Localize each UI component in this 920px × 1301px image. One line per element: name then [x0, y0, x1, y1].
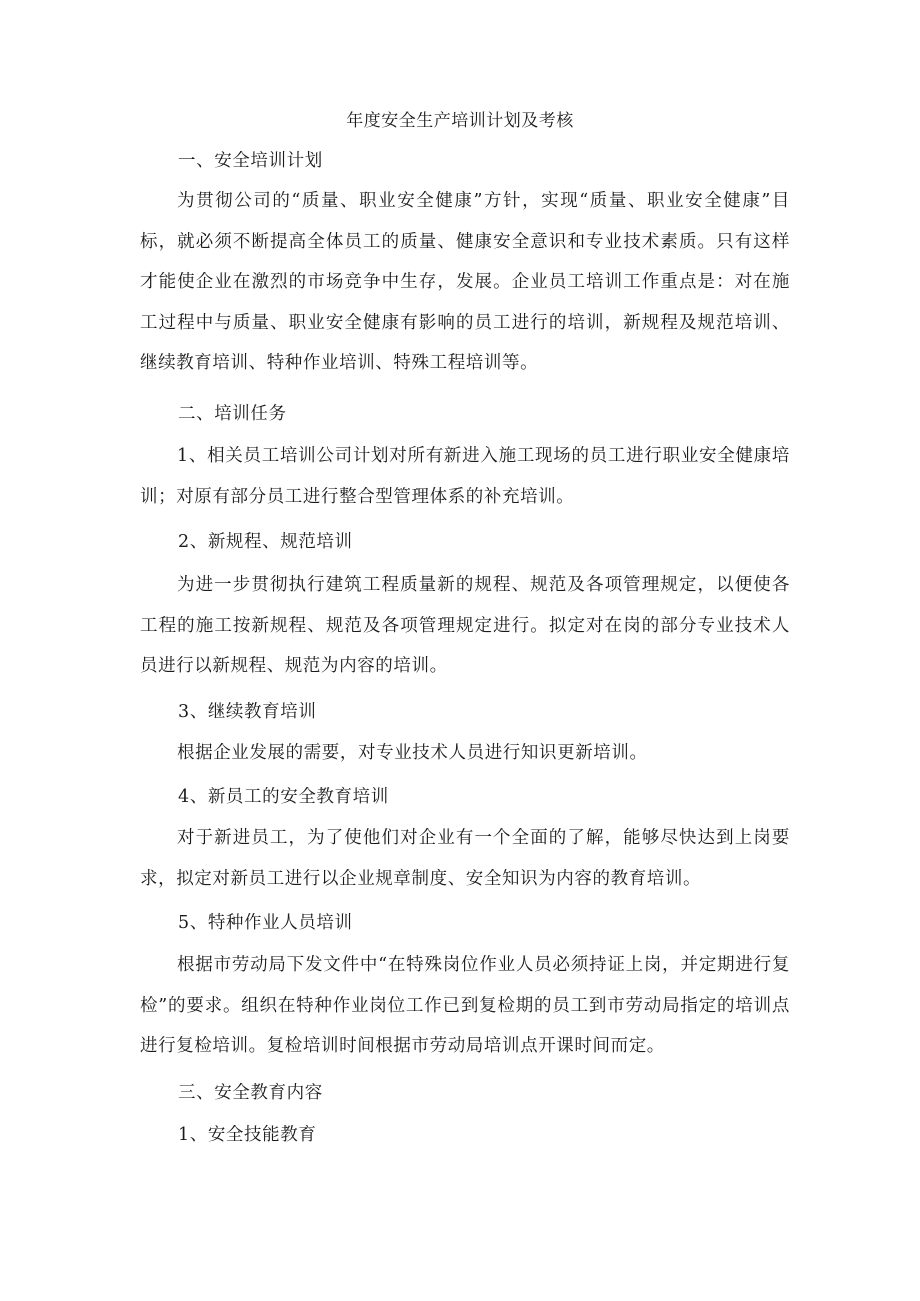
subheading-task-3: 3、继续教育培训	[178, 702, 317, 722]
subheading-safety-skills: 1、安全技能教育	[178, 1125, 317, 1145]
subheading-task-2: 2、新规程、规范培训	[178, 532, 353, 552]
paragraph-task-3: 根据企业发展的需要，对专业技术人员进行知识更新培训。	[177, 743, 648, 763]
paragraph-task-4: 对于新进员工，为了使他们对企业有一个全面的了解，能够尽快达到上岗要求，拟定对新员工进行以企业规章制度、安全知识为内容的教育培训。	[140, 828, 790, 889]
section-heading-training-tasks: 二、培训任务	[178, 404, 287, 424]
paragraph-task-2: 为进一步贯彻执行建筑工程质量新的规程、规范及各项管理规定，以便使各工程的施工按新规程、规范及各项管理规定进行。拟定对在岗的部分专业技术人员进行以新规程、规范为内容的培训。	[140, 575, 790, 676]
document-title: 年度安全生产培训计划及考核	[346, 111, 574, 131]
paragraph-training-plan: 为贯彻公司的“质量、职业安全健康”方针，实现“质量、职业安全健康”目标，就必须不断提高全体员工的质量、健康安全意识和专业技术素质。只有这样才能使企业在激烈的市场竞争中生存，发展。企业员工培训工作重点是：对在施工过程中与质量、职业安全健康有影响的员工进行的培训，新规程及规范培训、继续教育培训、特种作业培训、特殊工程培训等。	[140, 191, 790, 373]
paragraph-task-1: 1、相关员工培训公司计划对所有新进入施工现场的员工进行职业安全健康培训；对原有部分员工进行整合型管理体系的补充培训。	[140, 446, 790, 507]
paragraph-task-5: 根据市劳动局下发文件中“在特殊岗位作业人员必须持证上岗，并定期进行复检”的要求。组织在特种作业岗位工作已到复检期的员工到市劳动局指定的培训点进行复检培训。复检培训时间根据市劳动局培训点开课时间而定。	[140, 955, 790, 1056]
section-heading-safety-education: 三、安全教育内容	[178, 1083, 323, 1103]
subheading-task-5: 5、特种作业人员培训	[178, 913, 353, 933]
section-heading-training-plan: 一、安全培训计划	[178, 151, 323, 171]
subheading-task-4: 4、新员工的安全教育培训	[178, 787, 389, 807]
